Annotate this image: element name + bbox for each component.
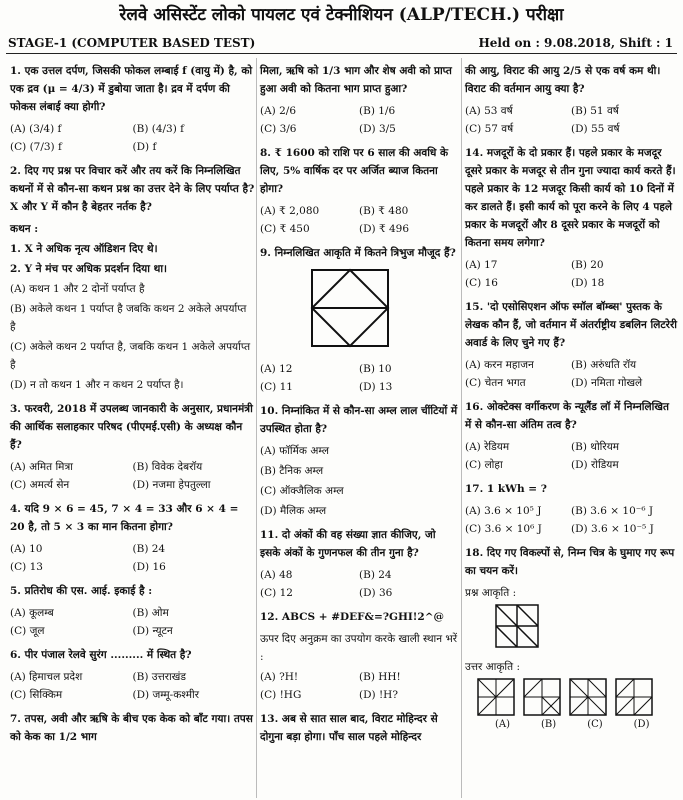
option[interactable]: (D) रोडियम [571, 459, 619, 471]
question-18: 18. दिए गए विकल्पों से, निम्न चित्र के घुमाए गए रूप का चयन करें। [465, 547, 675, 577]
options-7 [260, 102, 458, 138]
column-1 [10, 62, 255, 750]
option[interactable]: (A) 12 [260, 363, 293, 375]
question-11: 11. दो अंकों की वह संख्या ज्ञात कीजिए, जो इसके अंकों के गुणनफल की तीन गुना है? [260, 529, 436, 559]
answer-figure-c[interactable] [569, 678, 607, 716]
option[interactable]: (D) 55 वर्ष [571, 123, 620, 135]
option[interactable]: (C) 11 [260, 381, 293, 393]
option[interactable]: (D) मैलिक अम्ल [260, 505, 327, 517]
statement-1: 1. X ने अधिक नृत्य ऑडिशन दिए थे। [10, 243, 158, 255]
option[interactable]: (B) विवेक देबरॉय [132, 461, 203, 473]
option[interactable]: (A) 48 [260, 569, 293, 581]
question-figure [495, 604, 677, 654]
question-17: 17. 1 kWh = ? [465, 483, 547, 495]
answer-letter: (B) [541, 719, 557, 730]
options-3 [10, 458, 255, 494]
option[interactable]: (A) रेडियम [465, 441, 510, 453]
option[interactable]: (A) करन महाजन [465, 359, 534, 371]
option[interactable]: (A) फॉर्मिक अम्ल [260, 445, 329, 457]
option[interactable]: (B) 1/6 [359, 105, 396, 117]
options-13 [465, 102, 677, 138]
option[interactable]: (C) अमर्त्य सेन [10, 479, 70, 491]
question-figure-label: प्रश्न आकृति : [465, 587, 517, 599]
options-6 [10, 668, 255, 704]
option[interactable]: (C) 12 [260, 587, 293, 599]
option[interactable]: (A) 53 वर्ष [465, 105, 513, 117]
held-on-label: Held on : 9.08.2018, Shift : 1 [478, 36, 673, 50]
option[interactable]: (A) कथन 1 और 2 दोनों पर्याप्त है [10, 283, 145, 295]
question-10: 10. निम्नांकित में से कौन-सा अम्ल लाल चींटियों में उपस्थित होता है? [260, 405, 458, 435]
option[interactable]: (D) 18 [571, 277, 605, 289]
option[interactable]: (C) चेतन भगत [465, 377, 526, 389]
option[interactable]: (B) 24 [132, 543, 166, 555]
options-15 [465, 356, 677, 392]
option[interactable]: (C) सिक्किम [10, 689, 63, 701]
question-7: 7. तपस, अवी और ऋषि के बीच एक केक को बाँट गया। तपस को केक का 1/2 भाग [10, 713, 253, 743]
option[interactable]: (B) 3.6 × 10⁻⁶ J [571, 505, 654, 517]
option[interactable]: (B) टैनिक अम्ल [260, 465, 324, 477]
question-5: 5. प्रतिरोध की एस. आई. इकाई है : [10, 585, 153, 597]
option[interactable]: (D) न्यूटन [132, 625, 173, 637]
option[interactable]: (B) अरुंधति रॉय [571, 359, 637, 371]
options-16 [465, 438, 677, 474]
question-4: 4. यदि 9 × 6 = 45, 7 × 4 = 33 और 6 × 4 = 20 है, तो 5 × 3 का मान कितना होगा? [10, 503, 239, 533]
question-2: 2. दिए गए प्रश्न पर विचार करें और तय करें कि निम्नलिखित कथनों में से कौन-सा कथन प्रश्न का उत्तर देने के लिए पर्याप्त है? X और Y में कौन है बेहतर नर्तक है? [10, 165, 255, 213]
option[interactable]: (C) !HG [260, 689, 302, 701]
option[interactable]: (B) HH! [359, 671, 401, 683]
answer-figure-letters [495, 716, 677, 734]
option[interactable]: (C) (7/3) f [10, 141, 62, 153]
question-13-continued: की आयु, विराट की आयु 2/5 से एक वर्ष कम थी। विराट की वर्तमान आयु क्या है? [465, 65, 661, 95]
option[interactable]: (D) नमिता गोखले [571, 377, 643, 389]
option[interactable]: (A) कूलम्ब [10, 607, 54, 619]
question-7-continued: मिला, ऋषि को 1/3 भाग और शेष अवी को प्राप्त हुआ अवी को कितना भाग प्राप्त हुआ? [260, 65, 452, 95]
question-9: 9. निम्नलिखित आकृति में कितने त्रिभुज मौजूद हैं? [260, 247, 456, 259]
option[interactable]: (B) 51 वर्ष [571, 105, 619, 117]
answer-letter: (C) [587, 719, 603, 730]
option[interactable]: (A) ₹ 2,080 [260, 205, 320, 217]
option[interactable]: (B) 10 [359, 363, 392, 375]
option[interactable]: (D) नजमा हेपतुल्ला [132, 479, 211, 491]
question-1: 1. एक उत्तल दर्पण, जिसकी फोकल लम्बाई f (वायु में) है, को एक द्रव (μ = 4/3) में डुबोया जाता है। द्रव में दर्पण की फोकस लंबाई क्या होगी? [10, 65, 253, 113]
stage-label: STAGE-1 (COMPUTER BASED TEST) [8, 36, 256, 50]
statement-heading: कथन : [10, 223, 39, 235]
options-5 [10, 604, 255, 640]
page-title: रेलवे असिस्टेंट लोको पायलट एवं टेक्नीशियन (ALP/TECH.) परीक्षा [119, 5, 564, 25]
option[interactable]: (D) f [132, 141, 157, 153]
option[interactable]: (A) 17 [465, 259, 498, 271]
option[interactable]: (D) न तो कथन 1 और न कथन 2 पर्याप्त है। [10, 379, 184, 391]
option[interactable]: (B) ओम [132, 607, 169, 619]
option[interactable]: (D) 3/5 [359, 123, 396, 135]
option[interactable]: (C) 13 [10, 561, 43, 573]
options-12 [260, 668, 458, 704]
option[interactable]: (C) लोहा [465, 459, 503, 471]
options-17 [465, 502, 677, 538]
question-6: 6. पीर पंजाल रेलवे सुरंग ......... में स्थित है? [10, 649, 192, 661]
options-14 [465, 256, 677, 292]
option[interactable]: (B) अकेले कथन 1 पर्याप्त है जबकि कथन 2 अकेले अपर्याप्त है [10, 303, 247, 333]
option[interactable]: (A) हिमाचल प्रदेश [10, 671, 83, 683]
option[interactable]: (A) 2/6 [260, 105, 297, 117]
option[interactable]: (A) 3.6 × 10⁵ J [465, 505, 542, 517]
answer-figure-b[interactable] [523, 678, 561, 716]
question-3: 3. फरवरी, 2018 में उपलब्ध जानकारी के अनुसार, प्रधानमंत्री की आर्थिक सलाहकार परिषद (पीएमई.एसी) के अध्यक्ष कौन हैं? [10, 403, 253, 451]
option[interactable]: (A) अमित मित्रा [10, 461, 73, 473]
triangle-figure [310, 268, 458, 354]
question-8: 8. ₹ 1600 को राशि पर 6 साल की अवधि के लिए, 5% वार्षिक दर पर अर्जित ब्याज कितना होगा? [260, 147, 449, 195]
answer-letter: (A) [495, 719, 511, 730]
option[interactable]: (B) ₹ 480 [359, 205, 409, 217]
options-4 [10, 540, 255, 576]
option[interactable]: (A) (3/4) f [10, 123, 62, 135]
options-11 [260, 566, 458, 602]
option[interactable]: (D) 3.6 × 10⁻⁵ J [571, 523, 654, 535]
option[interactable]: (D) जम्मू-कश्मीर [132, 689, 200, 701]
options-1 [10, 120, 255, 156]
option[interactable]: (C) 3/6 [260, 123, 297, 135]
question-15: 15. 'दो एसोसिएशन ऑफ स्मॉल बॉम्ब्स' पुस्तक के लेखक कौन हैं, जो वर्तमान में अंतर्राष्ट्रीय डबलिन लिटरेरी अवार्ड के लिए चुने गए हैं? [465, 301, 677, 349]
option[interactable]: (C) 57 वर्ष [465, 123, 514, 135]
option[interactable]: (B) थोरियम [571, 441, 620, 453]
question-13: 13. अब से सात साल बाद, विराट मोहिन्दर से दोगुना बड़ा होगा। पाँच साल पहले मोहिन्दर [260, 713, 438, 743]
option[interactable]: (A) 10 [10, 543, 43, 555]
option[interactable]: (C) अकेले कथन 2 पर्याप्त है, जबकि कथन 1 अकेले अपर्याप्त है [10, 341, 251, 371]
answer-figures [477, 678, 677, 716]
question-14: 14. मजदूरों के दो प्रकार हैं। पहले प्रकार के मजदूर दूसरे प्रकार के मजदूर से तीन गुना ज्यादा कार्य करते हैं। पहले प्रकार के 12 मजदूर किसी कार्य को 10 दिनों में कर डालते हैं। इसी कार्य को पूरा करने के लिए 4 पहले प्रकार के मजदूरों और 8 दूसरे प्रकार के मजदूरों को कितना समय लगेगा? [465, 147, 676, 249]
column-divider [461, 58, 462, 798]
statement-2: 2. Y ने मंच पर अधिक प्रदर्शन दिया था। [10, 263, 168, 275]
option[interactable]: (B) (4/3) f [132, 123, 185, 135]
option[interactable]: (D) 13 [359, 381, 393, 393]
header-rule [6, 53, 677, 54]
column-divider [256, 58, 257, 798]
option[interactable]: (C) ₹ 450 [260, 223, 310, 235]
option[interactable]: (D) !H? [359, 689, 398, 701]
answer-figure-d[interactable] [615, 678, 653, 716]
column-2 [260, 62, 458, 750]
options-8 [260, 202, 458, 238]
option[interactable]: (D) ₹ 496 [359, 223, 410, 235]
answer-letter: (D) [633, 719, 650, 730]
question-12-text: ऊपर दिए अनुक्रम का उपयोग करके खाली स्थान भरें : [260, 633, 458, 663]
question-figure-drawing [495, 604, 539, 648]
option[interactable]: (B) 24 [359, 569, 392, 581]
question-12: 12. ABCS + #DEF&=?GHI!2^@ [260, 611, 444, 623]
option[interactable]: (C) 16 [465, 277, 498, 289]
answer-figure-a[interactable] [477, 678, 515, 716]
option[interactable]: (C) 3.6 × 10⁶ J [465, 523, 542, 535]
option[interactable]: (A) ?H! [260, 671, 299, 683]
option[interactable]: (C) जूल [10, 625, 45, 637]
options-9 [260, 360, 458, 396]
question-16: 16. ओक्टेक्स वर्गीकरण के न्यूलैंड लॉ में निम्नलिखित में से कौन-सा अंतिम तत्व है? [465, 401, 669, 431]
answer-figure-label: उत्तर आकृति : [465, 661, 521, 673]
option[interactable]: (C) ऑक्जैलिक अम्ल [260, 485, 344, 497]
option[interactable]: (B) 20 [571, 259, 604, 271]
option[interactable]: (D) 16 [132, 561, 166, 573]
option[interactable]: (D) 36 [359, 587, 393, 599]
option[interactable]: (B) उत्तराखंड [132, 671, 186, 683]
triangle-figure-drawing [310, 268, 390, 348]
column-3 [465, 62, 677, 734]
